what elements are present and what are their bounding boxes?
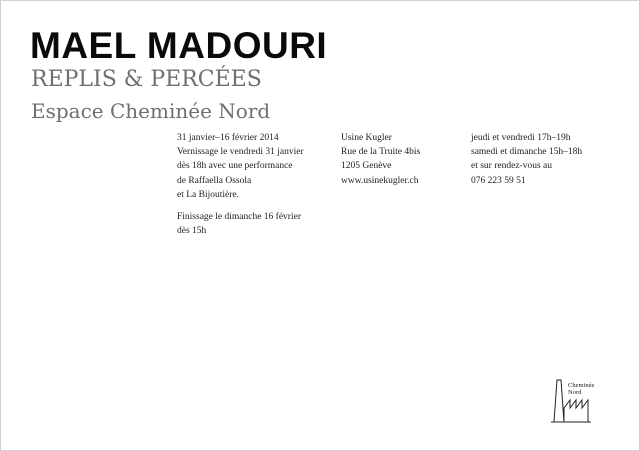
hours-line: et sur rendez-vous au [471,161,552,172]
artist-name: MAEL MADOURI [30,25,328,66]
vernissage-line: de Raffaella Ossola [177,175,252,186]
vernissage-line: Vernissage le vendredi 31 janvier [177,147,304,158]
address-line: Usine Kugler [341,133,392,143]
finissage-line: Finissage le dimanche 16 février [177,211,301,222]
website-link[interactable]: www.usinekugler.ch [341,175,419,186]
hours-line: samedi et dimanche 15h–18h [471,147,583,158]
venue-name: Espace Cheminée Nord [31,99,271,123]
address-line: Rue de la Truite 4bis [341,147,421,158]
vernissage-line: et La Bijoutière. [177,189,239,200]
vernissage-line: dès 18h avec une performance [177,161,293,172]
logo-text-line1: Cheminée [568,382,595,389]
phone-number: 076 223 59 51 [471,175,526,186]
address-column [341,131,420,188]
logo-text-line2: Nord [568,389,582,396]
finissage-line: dès 15h [177,226,207,237]
dates-column [177,131,304,238]
hours-line: jeudi et vendredi 17h–19h [471,133,571,143]
date-range: 31 janvier–16 février 2014 [177,133,279,143]
exhibition-title: REPLIS & PERCÉES [31,67,262,92]
address-line: 1205 Genève [341,161,392,172]
hours-column [471,131,582,188]
spacer [177,202,304,210]
